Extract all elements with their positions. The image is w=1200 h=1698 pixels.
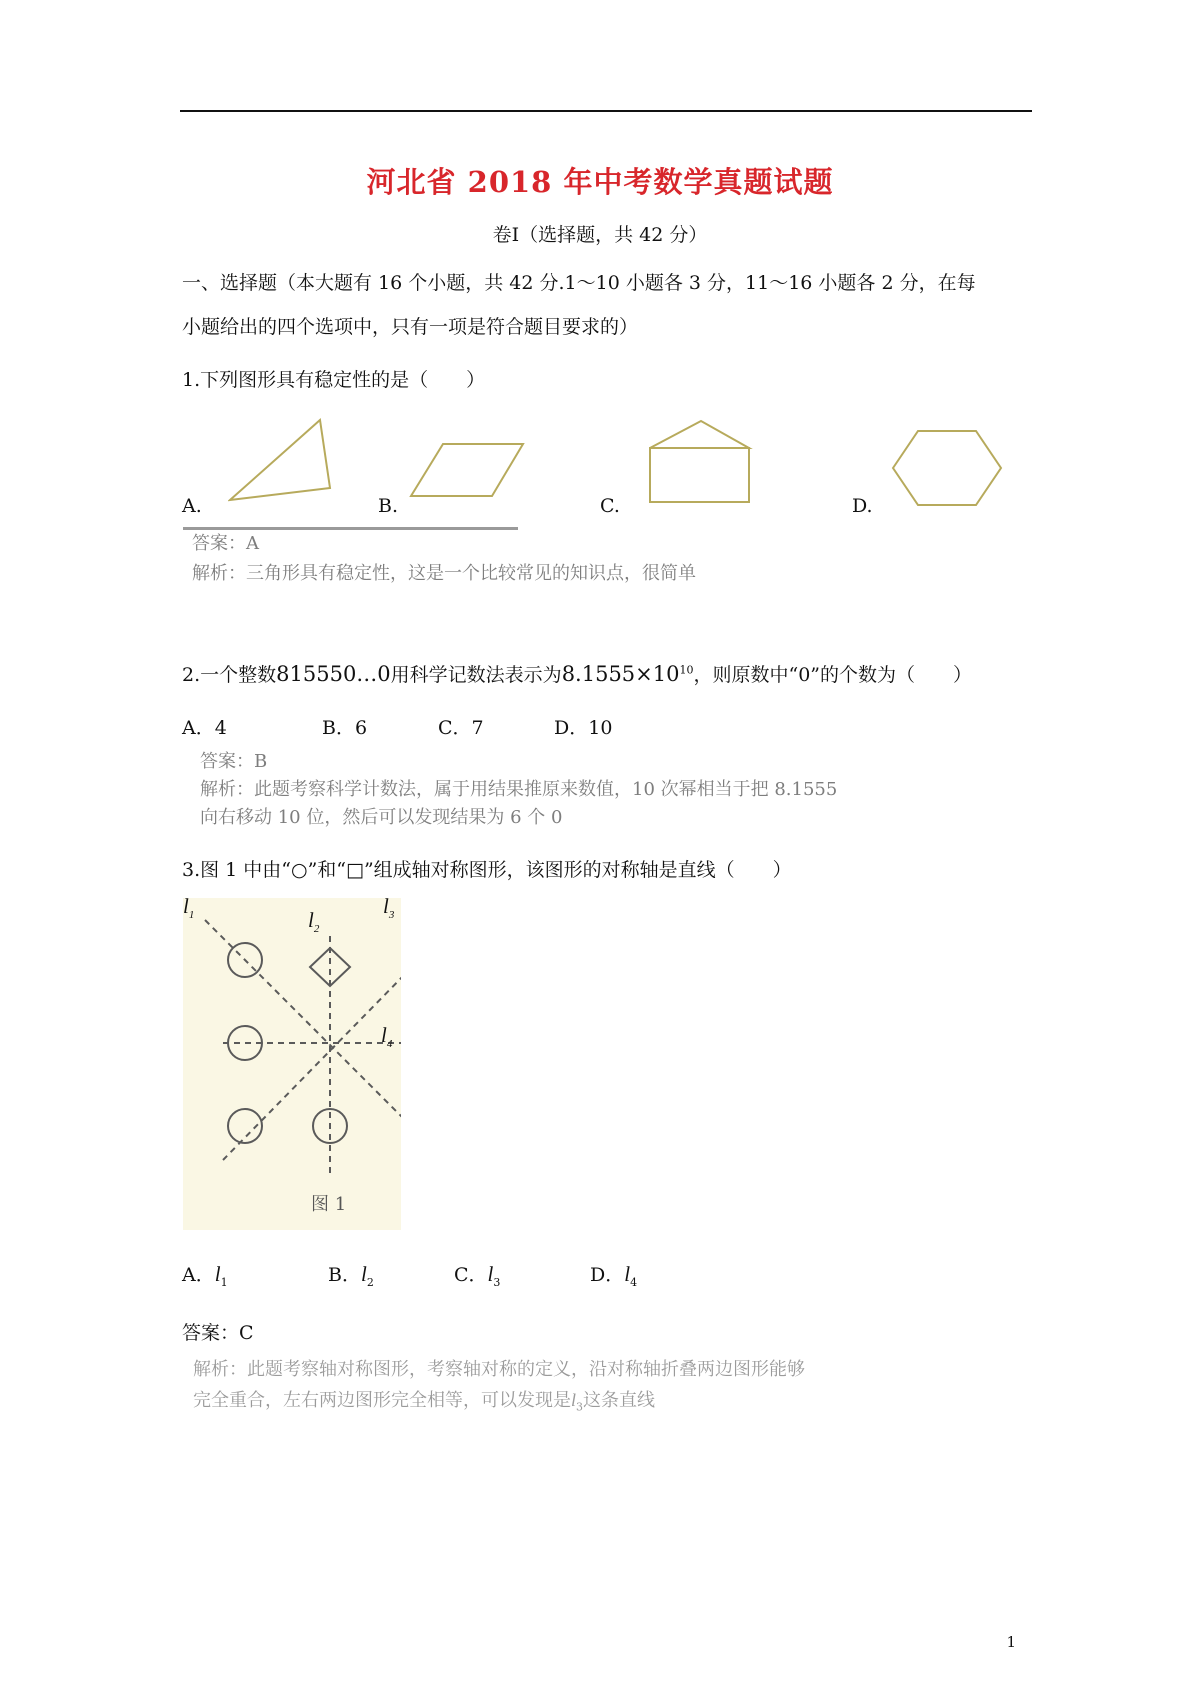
q1-analysis: 解析：三角形具有稳定性，这是一个比较常见的知识点，很简单 [192,563,696,584]
q1-option-a-label: A. [182,495,202,517]
q3-option-c: C．$l_3$ [454,1262,501,1289]
q2-exponent: 10 [679,663,694,677]
section-subtitle: 卷Ⅰ（选择题，共 42 分） [492,224,708,246]
q3-label-l2: $l_2$ [308,908,320,936]
axis-l3 [223,920,401,1160]
q1-figure-hexagon [890,428,1006,508]
q1-option-d-label: D. [852,495,873,517]
axis-l1 [205,920,401,1128]
q2-stem-post: ，则原数中“0”的个数为（ ） [693,664,973,686]
q3-answer: 答案：C [182,1322,254,1344]
q2-option-c: C．7 [438,717,484,739]
q3-figure-drawing [183,898,401,1230]
q3-option-d: D．$l_4$ [590,1262,638,1289]
instructions-line-1: 一、选择题（本大题有 16 个小题，共 42 分.1～10 小题各 3 分，11～16 小题各 2 分，在每 [182,272,976,294]
q2-number: 815550…0 [276,662,391,686]
q3-stem: 3.图 1 中由“○”和“□”组成轴对称图形，该图形的对称轴是直线（ ） [182,859,792,881]
page-number: 1 [1006,1633,1016,1651]
q1-figure-parallelogram [408,440,528,500]
q2-stem-mid: 用科学记数法表示为 [390,664,562,686]
q1-option-b-label: B. [378,495,399,517]
q3-analysis-line-1: 解析：此题考察轴对称图形，考察轴对称的定义，沿对称轴折叠两边图形能够 [193,1359,805,1380]
q2-stem-pre: 2.一个整数 [182,664,277,686]
q2-answer: 答案：B [200,751,268,772]
q3-analysis-block [193,1355,805,1423]
instructions-line-2: 小题给出的四个选项中，只有一项是符合题目要求的） [182,316,639,338]
q2-answer-block [200,748,837,832]
q3-label-l3: $l_3$ [383,894,395,922]
q1-answer: 答案：A [192,533,259,554]
q2-analysis-line-1: 解析：此题考察科学计数法，属于用结果推原来数值，10 次幂相当于把 8.1555 [200,779,838,800]
q2-analysis-line-2: 向右移动 10 位，然后可以发现结果为 6 个 0 [200,807,563,828]
q1-answer-block [192,530,696,588]
q1-figure-triangle [228,418,338,508]
q3-label-l1: $l_1$ [183,894,195,922]
q2-stem [182,660,1042,687]
q3-label-l4: $l_4$ [381,1023,393,1051]
section-instructions [182,266,1042,344]
q2-option-a: A．4 [182,717,227,739]
q3-figure-caption: 图 1 [311,1194,347,1215]
q1-stem: 1.下列图形具有稳定性的是（ ） [182,369,486,391]
q1-option-c-label: C. [600,495,620,517]
q3-figure-1 [183,894,401,1230]
q3-analysis-line-2: 完全重合，左右两边图形完全相等，可以发现是$l_3$这条直线 [193,1390,656,1414]
q2-option-d: D．10 [554,717,613,739]
q2-sci-notation: 8.1555×10 [561,662,680,686]
page-title: 河北省 2018 年中考数学真题试题 [366,165,834,199]
q1-figure-pentagon-house [646,418,756,508]
q2-option-b: B．6 [322,717,368,739]
header-rule [180,110,1032,112]
q3-option-a: A．$l_1$ [182,1262,228,1289]
q3-option-b: B．$l_2$ [328,1262,374,1289]
